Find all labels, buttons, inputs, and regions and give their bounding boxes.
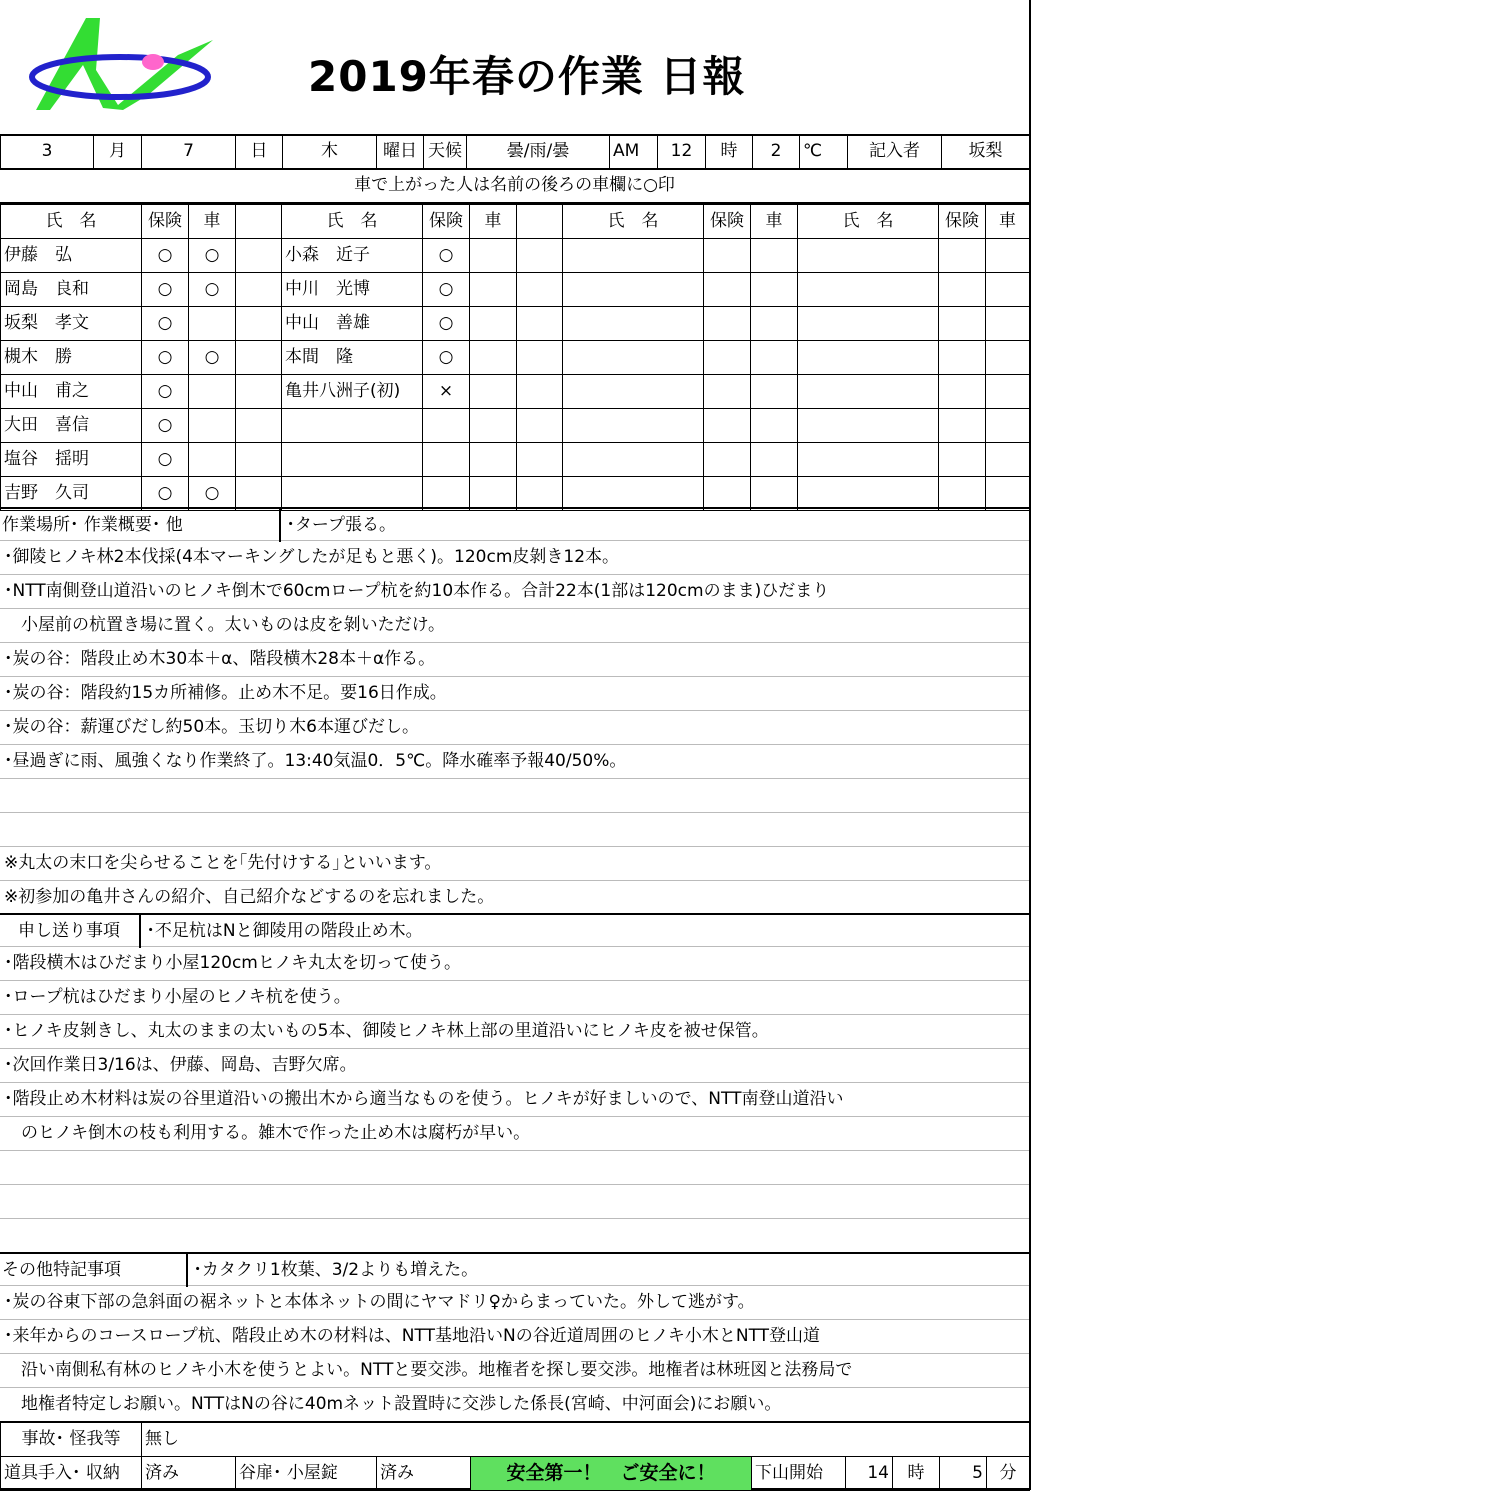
attendee-name (563, 307, 704, 341)
work-line: ※初参加の亀井さんの紹介、自己紹介などするのを忘れました。 (0, 881, 1029, 915)
car-mark (751, 341, 798, 375)
work-line: 小屋前の杭置き場に置く。太いものは皮を剝いただけ。 (0, 609, 1029, 643)
attendance-row (1, 307, 1030, 341)
tools-value: 済み (142, 1457, 236, 1491)
work-line: ※丸太の末口を尖らせることを｢先付けする｣といいます。 (0, 847, 1029, 881)
work-line: ･NTT南側登山道沿いのヒノキ倒木で60cmロープ杭を約10本作る。合計22本(1部は120cmのまま)ひだまり (0, 575, 1029, 609)
spacer-cell (236, 443, 282, 477)
attendee-name: 岡島 良和 (1, 273, 142, 307)
other-first-line (0, 1252, 1029, 1286)
car-mark: ○ (189, 273, 236, 307)
attendance-row (1, 341, 1030, 375)
organization-logo-icon (28, 10, 218, 115)
car-mark: ○ (189, 341, 236, 375)
car-mark (751, 307, 798, 341)
work-line: ･御陵ヒノキ林2本伐採(4本マーキングしたが足もと悪く)。120cm皮剝き12本。 (0, 541, 1029, 575)
other-line: 沿い南側私有林のヒノキ小木を使うとよい。NTTと要交渉。地権者を探し要交渉。地権者は林班図と法務局で (0, 1354, 1029, 1388)
safety-banner: 安全第一！ ご安全に！ (471, 1457, 752, 1491)
work-first-line (0, 507, 1029, 541)
report-title: 2019年春の作業 日報 (308, 52, 746, 101)
month-value: 3 (1, 135, 94, 170)
work-line: ･炭の谷：階段止め木30本＋α、階段横木28本＋α作る。 (0, 643, 1029, 677)
car-mark (470, 273, 517, 307)
car-mark (470, 375, 517, 409)
insurance-mark (939, 239, 986, 273)
attendee-name: 中山 甫之 (1, 375, 142, 409)
car-mark (470, 239, 517, 273)
descent-minute: 5 (940, 1457, 987, 1491)
attendee-name: 吉野 久司 (1, 477, 142, 511)
insurance-header: 保険 (939, 205, 986, 239)
day-label: 日 (236, 135, 283, 170)
date-weather-row (0, 134, 1030, 170)
insurance-mark: × (423, 375, 470, 409)
attendee-name (563, 239, 704, 273)
handover-first-line (0, 913, 1029, 947)
insurance-header: 保険 (423, 205, 470, 239)
insurance-mark: ○ (142, 307, 189, 341)
attendee-name (282, 443, 423, 477)
attendee-name: 槻木 勝 (1, 341, 142, 375)
handover-line (0, 1185, 1029, 1219)
work-lines (0, 541, 1029, 915)
spacer-cell (517, 443, 563, 477)
attendance-row (1, 443, 1030, 477)
car-mark (470, 443, 517, 477)
spacer-cell (236, 273, 282, 307)
recorder-label: 記入者 (848, 135, 942, 170)
insurance-header: 保険 (704, 205, 751, 239)
insurance-mark (704, 239, 751, 273)
other-label: その他特記事項 (0, 1254, 188, 1287)
report-header (0, 0, 1029, 136)
car-mark (986, 375, 1030, 409)
insurance-mark: ○ (423, 273, 470, 307)
attendee-name: 伊藤 弘 (1, 239, 142, 273)
attendee-name (563, 477, 704, 511)
closing-table (0, 1421, 1030, 1491)
insurance-mark (939, 477, 986, 511)
spacer-cell (517, 341, 563, 375)
car-mark (751, 443, 798, 477)
spacer-cell (236, 239, 282, 273)
spacer-cell (517, 409, 563, 443)
attendee-name (798, 307, 939, 341)
insurance-mark (939, 273, 986, 307)
gate-label: 谷扉･ 小屋錠 (236, 1457, 377, 1491)
day-value: 7 (142, 135, 236, 170)
insurance-mark (423, 443, 470, 477)
insurance-mark: ○ (142, 341, 189, 375)
weekday-label: 曜日 (377, 135, 424, 170)
insurance-mark: ○ (423, 341, 470, 375)
handover-line: ･ヒノキ皮剝きし、丸太のままの太いもの5本、御陵ヒノキ林上部の里道沿いにヒノキ皮を被せ保管。 (0, 1015, 1029, 1049)
car-mark (986, 307, 1030, 341)
car-mark (986, 409, 1030, 443)
attendee-name (563, 273, 704, 307)
spacer-cell (236, 375, 282, 409)
attendee-name: 大田 喜信 (1, 409, 142, 443)
spacer-cell (517, 307, 563, 341)
insurance-mark: ○ (142, 409, 189, 443)
car-header: 車 (189, 205, 236, 239)
spacer-cell (517, 375, 563, 409)
handover-line: ･ロープ杭はひだまり小屋のヒノキ杭を使う。 (0, 981, 1029, 1015)
insurance-mark (704, 273, 751, 307)
other-notes-section (0, 1252, 1029, 1422)
attendee-name (282, 477, 423, 511)
insurance-header: 保険 (142, 205, 189, 239)
ampm-value: AM (610, 135, 658, 170)
insurance-mark (704, 375, 751, 409)
attendee-name (798, 341, 939, 375)
weekday-value: 木 (283, 135, 377, 170)
car-mark (470, 409, 517, 443)
temperature-value: 2 (753, 135, 800, 170)
attendee-name (798, 443, 939, 477)
attendee-name (798, 375, 939, 409)
name-header: 氏 名 (563, 205, 704, 239)
name-header: 氏 名 (798, 205, 939, 239)
accident-value: 無し (142, 1422, 1030, 1457)
spacer-cell (517, 239, 563, 273)
spacer-cell (236, 477, 282, 511)
attendee-name (563, 409, 704, 443)
name-header: 氏 名 (1, 205, 142, 239)
handover-label: 申し送り事項 (0, 915, 141, 948)
insurance-mark (939, 443, 986, 477)
descent-hour-label: 時 (893, 1457, 940, 1491)
car-mark (751, 375, 798, 409)
attendee-name (798, 273, 939, 307)
other-line: ･来年からのコースロープ杭、階段止め木の材料は、NTT基地沿いNの谷近道周囲のヒノキ小木とNTT登山道 (0, 1320, 1029, 1354)
car-mark (986, 443, 1030, 477)
handover-lines (0, 947, 1029, 1219)
work-label: 作業場所･ 作業概要･ 他 (0, 509, 281, 542)
car-mark (189, 375, 236, 409)
hour-value: 12 (658, 135, 706, 170)
attendee-name (563, 443, 704, 477)
attendance-row (1, 239, 1030, 273)
car-header: 車 (470, 205, 517, 239)
attendee-name: 本間 隆 (282, 341, 423, 375)
weather-label: 天候 (424, 135, 467, 170)
insurance-mark (704, 409, 751, 443)
recorder-value: 坂梨 (942, 135, 1030, 170)
attendance-header-row (1, 205, 1030, 239)
hour-label: 時 (706, 135, 753, 170)
car-mark (189, 307, 236, 341)
attendee-name (798, 239, 939, 273)
handover-section (0, 913, 1029, 1219)
handover-first-text: ･不足杭はNと御陵用の階段止め木。 (146, 921, 423, 941)
car-mark (189, 409, 236, 443)
attendance-table (0, 204, 1030, 511)
attendee-name: 塩谷 揺明 (1, 443, 142, 477)
work-line (0, 813, 1029, 847)
insurance-mark: ○ (142, 239, 189, 273)
insurance-mark: ○ (142, 477, 189, 511)
work-line: ･炭の谷：階段約15カ所補修。止め木不足。要16日作成。 (0, 677, 1029, 711)
descent-minute-label: 分 (987, 1457, 1030, 1491)
attendee-name (563, 375, 704, 409)
work-line: ･昼過ぎに雨、風強くなり作業終了。13:40気温0．5℃。降水確率予報40/50%。 (0, 745, 1029, 779)
car-mark: ○ (189, 477, 236, 511)
attendance-row (1, 273, 1030, 307)
car-mark (470, 341, 517, 375)
descent-hour: 14 (846, 1457, 893, 1491)
car-mark: ○ (189, 239, 236, 273)
attendance-row (1, 375, 1030, 409)
attendee-name: 小森 近子 (282, 239, 423, 273)
car-mark (751, 409, 798, 443)
work-section (0, 507, 1029, 915)
spacer-cell (517, 273, 563, 307)
weather-value: 曇/雨/曇 (467, 135, 610, 170)
insurance-mark: ○ (423, 239, 470, 273)
other-lines (0, 1286, 1029, 1422)
spacer-cell (236, 307, 282, 341)
attendee-name (563, 341, 704, 375)
attendee-name: 坂梨 孝文 (1, 307, 142, 341)
car-mark (986, 341, 1030, 375)
car-notice: 車で上がった人は名前の後ろの車欄に○印 (0, 169, 1029, 204)
work-line: ･炭の谷：薪運びだし約50本。玉切り木6本運びだし。 (0, 711, 1029, 745)
spacer-cell (236, 341, 282, 375)
gate-value: 済み (377, 1457, 471, 1491)
attendance-row (1, 409, 1030, 443)
car-mark (751, 239, 798, 273)
month-label: 月 (94, 135, 142, 170)
car-mark (751, 477, 798, 511)
car-mark (751, 273, 798, 307)
car-mark (986, 273, 1030, 307)
insurance-mark: ○ (142, 375, 189, 409)
insurance-mark (423, 477, 470, 511)
other-line: 地権者特定しお願い。NTTはNの谷に40mネット設置時に交渉した係長(宮崎、中河面会)にお願い。 (0, 1388, 1029, 1422)
attendee-name (282, 409, 423, 443)
spacer-cell (236, 409, 282, 443)
car-mark (986, 239, 1030, 273)
spacer-cell (517, 477, 563, 511)
handover-line (0, 1151, 1029, 1185)
other-line: ･炭の谷東下部の急斜面の裾ネットと本体ネットの間にヤマドリ♀からまっていた。外して逃がす。 (0, 1286, 1029, 1320)
attendee-name (798, 477, 939, 511)
car-mark (189, 443, 236, 477)
insurance-mark: ○ (142, 273, 189, 307)
insurance-mark (704, 307, 751, 341)
handover-line: ･階段止め木材料は炭の谷里道沿いの搬出木から適当なものを使う。ヒノキが好ましいので、NTT南登山道沿い (0, 1083, 1029, 1117)
handover-line: ･次回作業日3/16は、伊藤、岡島、吉野欠席。 (0, 1049, 1029, 1083)
attendee-name: 亀井八洲子(初) (282, 375, 423, 409)
car-mark (470, 477, 517, 511)
tools-label: 道具手入･ 収納 (1, 1457, 142, 1491)
attendee-name (798, 409, 939, 443)
name-header: 氏 名 (282, 205, 423, 239)
attendance-row (1, 477, 1030, 511)
insurance-mark (939, 409, 986, 443)
insurance-mark: ○ (423, 307, 470, 341)
car-mark (470, 307, 517, 341)
car-mark (986, 477, 1030, 511)
car-header: 車 (986, 205, 1030, 239)
other-first-text: ･カタクリ1枚葉、3/2よりも増えた。 (193, 1260, 479, 1280)
temperature-unit: ℃ (800, 135, 848, 170)
handover-line: ･階段横木はひだまり小屋120cmヒノキ丸太を切って使う。 (0, 947, 1029, 981)
insurance-mark (704, 341, 751, 375)
car-header: 車 (751, 205, 798, 239)
attendee-name: 中山 善雄 (282, 307, 423, 341)
insurance-mark (939, 341, 986, 375)
attendee-name: 中川 光博 (282, 273, 423, 307)
insurance-mark: ○ (142, 443, 189, 477)
insurance-mark (704, 443, 751, 477)
accident-label: 事故･ 怪我等 (1, 1422, 142, 1457)
insurance-mark (939, 375, 986, 409)
handover-line: のヒノキ倒木の枝も利用する。雑木で作った止め木は腐朽が早い。 (0, 1117, 1029, 1151)
insurance-mark (423, 409, 470, 443)
insurance-mark (939, 307, 986, 341)
descent-label: 下山開始 (752, 1457, 846, 1491)
insurance-mark (704, 477, 751, 511)
work-line (0, 779, 1029, 813)
work-first-text: ･タープ張る。 (286, 515, 397, 535)
